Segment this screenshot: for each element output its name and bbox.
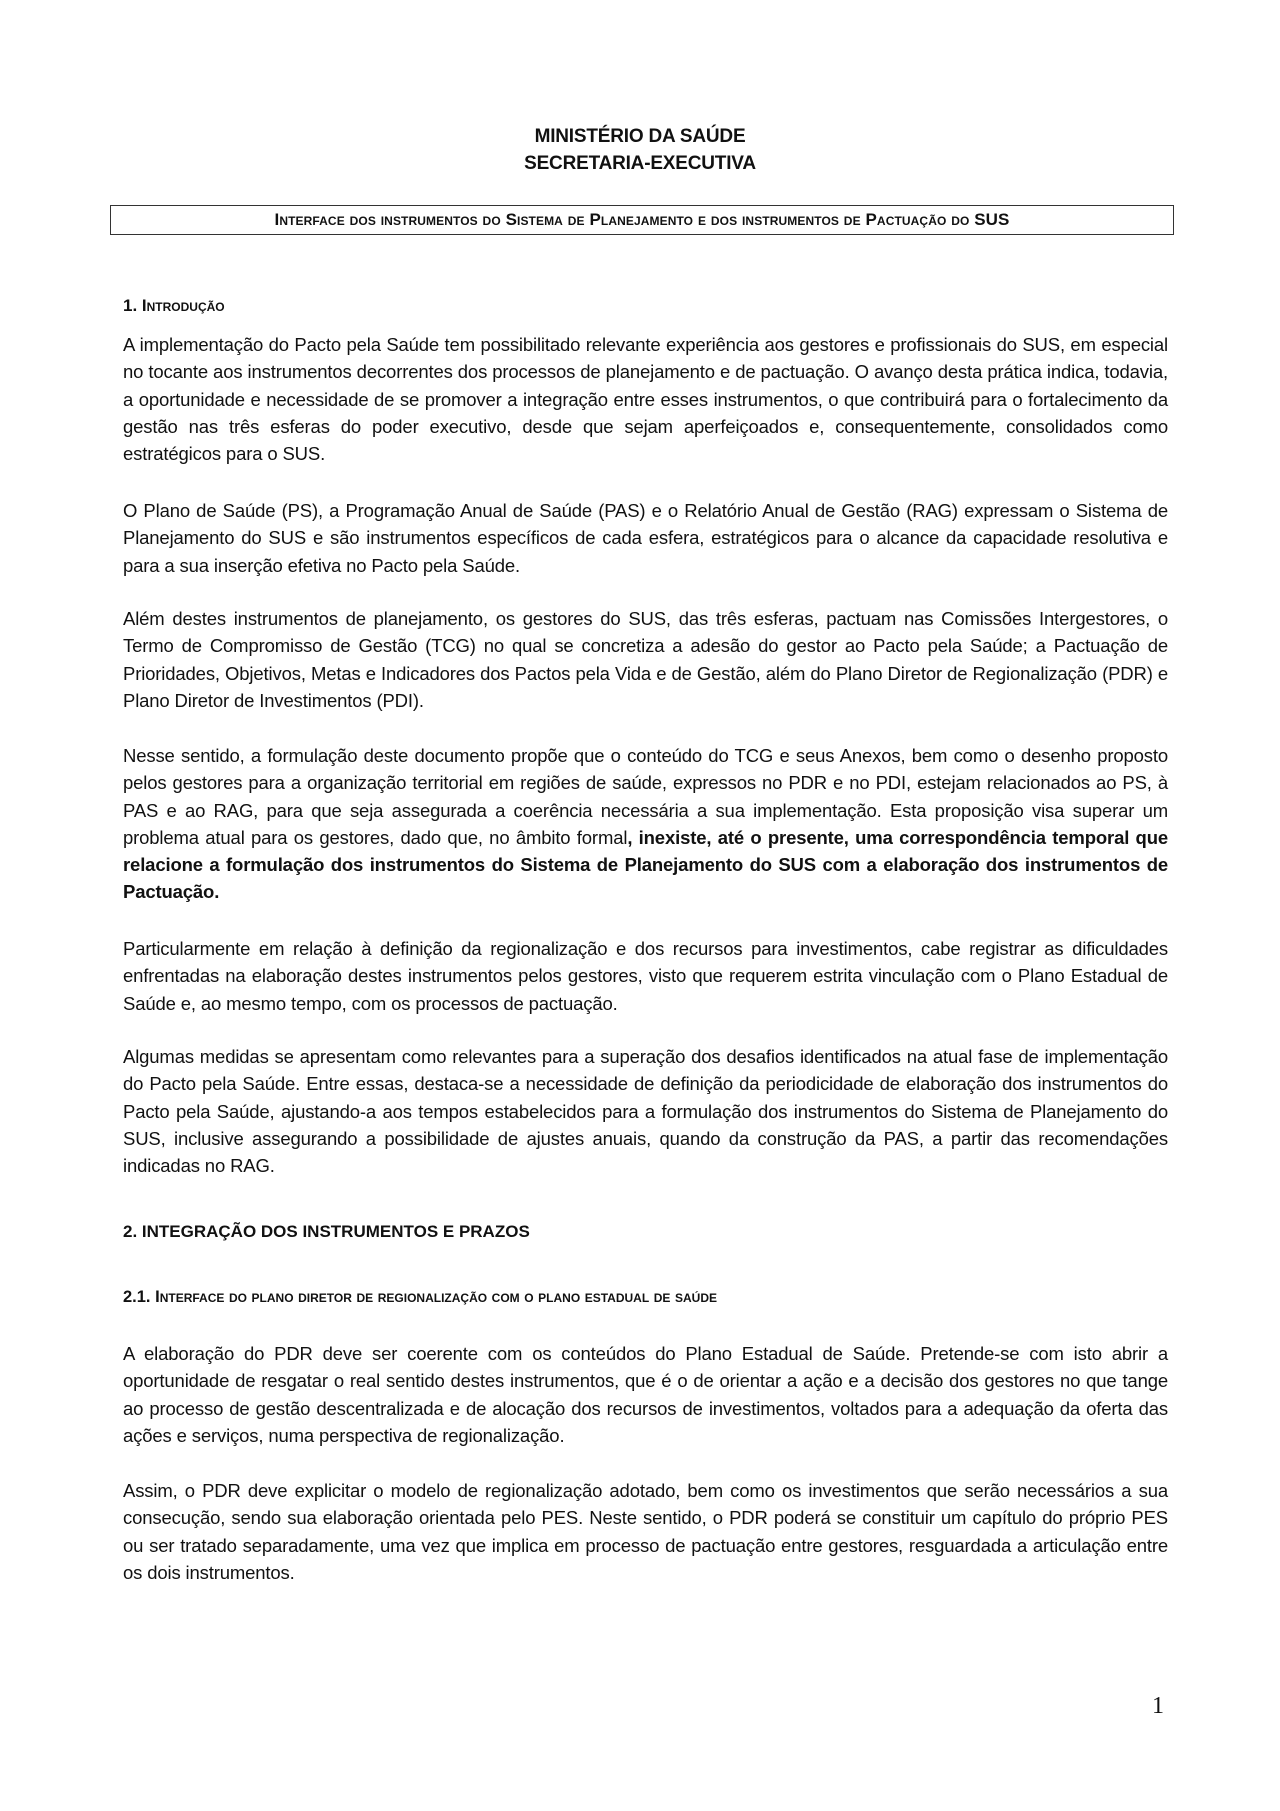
- intro-paragraph-2: O Plano de Saúde (PS), a Programação Anual de Saúde (PAS) e o Relatório Anual de Gestão (RAG) expressam o Sistema de Planejamento do SUS e são instrumentos específicos de cada esfera, estratégicos para o alcance da capacidade resolutiva e para a sua inserção efetiva no Pacto pela Saúde.: [123, 500, 1168, 576]
- intro-paragraph-4-text: Nesse sentido, a formulação deste documento propõe que o conteúdo do TCG e seus Anexos, bem como o desenho proposto pelos gestores para a organização territorial em regiões de saúde, expressos no PDR e no PDI, estejam relacionados ao PS, à PAS e ao RAG, para que seja assegurada a coerência necessária a sua implementação. Esta proposição visa superar um problema atual para os gestores, dado que, no âmbito formal: [123, 745, 1168, 848]
- section-1-heading: 1. Introdução: [123, 296, 225, 315]
- subsection-paragraph-1: A elaboração do PDR deve ser coerente com os conteúdos do Plano Estadual de Saúde. Pretende-se com isto abrir a oportunidade de resgatar o real sentido destes instrumentos, que é o de orientar a ação e a decisão dos gestores no que tange ao processo de gestão descentralizada e de alocação dos recursos de investimentos, voltados para a adequação da oferta das ações e serviços, numa perspectiva de regionalização.: [123, 1343, 1168, 1446]
- intro-paragraph-4-emphasis: , inexiste, até o presente, uma correspondência temporal que relacione a formulação dos instrumentos do Sistema de Planejamento do SUS com a elaboração dos instrumentos de Pactuação.: [123, 826, 1168, 903]
- document-title: Interface dos instrumentos do Sistema de Planejamento e dos instrumentos de Pactuação do SUS: [110, 205, 1174, 235]
- intro-paragraph-6: Algumas medidas se apresentam como relevantes para a superação dos desafios identificados na atual fase de implementação do Pacto pela Saúde. Entre essas, destaca-se a necessidade de definição da periodicidade de elaboração dos instrumentos do Pacto pela Saúde, ajustando-a aos tempos estabelecidos para a formulação dos instrumentos do Sistema de Planejamento do SUS, inclusive assegurando a possibilidade de ajustes anuais, quando da construção da PAS, a partir das recomendações indicadas no RAG.: [123, 1046, 1168, 1177]
- subsection-2-1-title: Interface do plano diretor de regionalização com o plano estadual de saúde: [155, 1288, 718, 1306]
- subsection-paragraph-2: Assim, o PDR deve explicitar o modelo de regionalização adotado, bem como os investimentos que serão necessários a sua consecução, sendo sua elaboração orientada pelo PES. Neste sentido, o PDR poderá se constituir um capítulo do próprio PES ou ser tratado separadamente, uma vez que implica em processo de pactuação entre gestores, resguardada a articulação entre os dois instrumentos.: [123, 1480, 1168, 1583]
- secretariat-heading: SECRETARIA-EXECUTIVA: [524, 153, 756, 174]
- section-2-heading: 2. INTEGRAÇÃO DOS INSTRUMENTOS E PRAZOS: [123, 1222, 530, 1241]
- subsection-2-1-number: 2.1.: [123, 1288, 156, 1306]
- intro-paragraph-4: [123, 742, 1168, 906]
- page-number: 1: [1152, 1693, 1164, 1719]
- ministry-heading: MINISTÉRIO DA SAÚDE: [534, 126, 746, 147]
- intro-paragraph-1: A implementação do Pacto pela Saúde tem possibilitado relevante experiência aos gestores e profissionais do SUS, em especial no tocante aos instrumentos decorrentes dos processos de planejamento e de pactuação. O avanço desta prática indica, todavia, a oportunidade e necessidade de se promover a integração entre esses instrumentos, o que contribuirá para o fortalecimento da gestão nas três esferas do poder executivo, desde que sejam aperfeiçoados e, consequentemente, consolidados como estratégicos para o SUS.: [123, 334, 1168, 465]
- subsection-2-1-heading: [123, 1284, 1163, 1311]
- intro-paragraph-5: Particularmente em relação à definição da regionalização e dos recursos para investimentos, cabe registrar as dificuldades enfrentadas na elaboração destes instrumentos pelos gestores, visto que requerem estrita vinculação com o Plano Estadual de Saúde e, ao mesmo tempo, com os processos de pactuação.: [123, 938, 1168, 1014]
- intro-paragraph-3: Além destes instrumentos de planejamento, os gestores do SUS, das três esferas, pactuam nas Comissões Intergestores, o Termo de Compromisso de Gestão (TCG) no qual se concretiza a adesão do gestor ao Pacto pela Saúde; a Pactuação de Prioridades, Objetivos, Metas e Indicadores dos Pactos pela Vida e de Gestão, além do Plano Diretor de Regionalização (PDR) e Plano Diretor de Investimentos (PDI).: [123, 608, 1168, 711]
